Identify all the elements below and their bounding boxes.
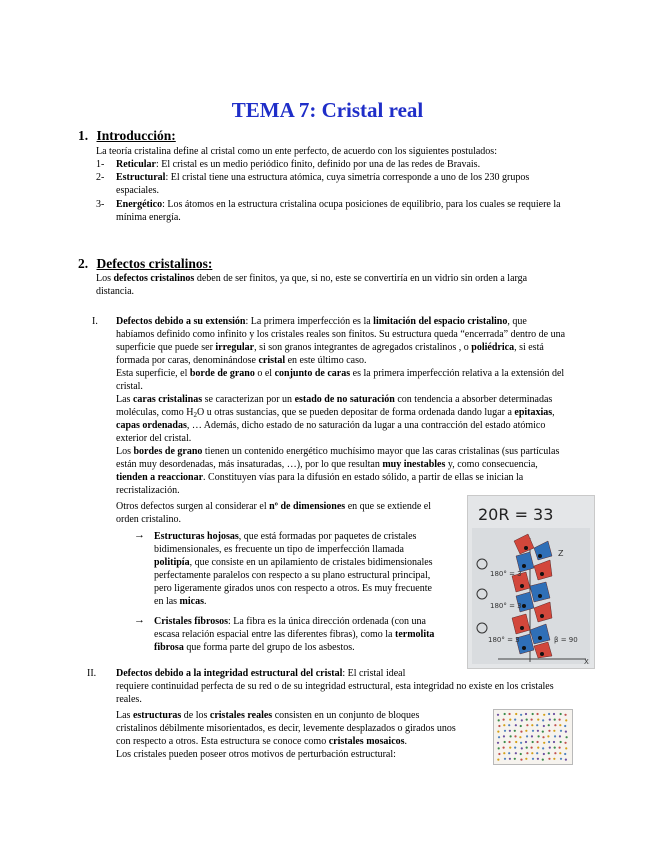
text-line: cristalinos débilmente misorientados, es decir, levemente desplazados o girados unos	[116, 723, 456, 734]
mosaic-dot	[537, 730, 539, 732]
subsection-II-number: II.	[87, 668, 97, 679]
postulate-1: Reticular: El cristal es un medio periódico finito, definido por una de las redes de Bravais.	[116, 159, 481, 170]
mosaic-dot	[564, 742, 566, 744]
mosaic-dot	[504, 730, 506, 732]
mosaic-dot	[497, 742, 499, 744]
mosaic-dot	[526, 724, 528, 726]
mosaic-dot	[514, 758, 516, 760]
mosaic-dot	[566, 736, 568, 738]
mosaic-dot	[548, 713, 550, 715]
text-line: capas ordenadas, … Además, dicho estado de no saturación da lugar a una contracción del estado atómico	[116, 420, 546, 431]
mosaic-dot	[519, 736, 521, 738]
mosaic-dot	[532, 758, 534, 760]
mosaic-dot	[560, 713, 562, 715]
mosaic-dot	[543, 753, 545, 755]
mosaic-dot	[549, 719, 551, 721]
mosaic-dot	[503, 724, 505, 726]
text-line: perfectamente paralelos con respecto a su plano estructural principal,	[154, 570, 431, 581]
mosaic-dot	[531, 752, 533, 754]
text-line: fibrosa que forma parte del grupo de los asbestos.	[154, 642, 355, 653]
text-line: reales.	[116, 694, 142, 705]
text-line: Los bordes de grano tienen un contenido energético muchísimo mayor que las caras cristalinas (sus partículas	[116, 446, 560, 457]
mosaic-dot	[548, 758, 550, 760]
mosaic-dot	[525, 741, 527, 743]
mosaic-dot	[497, 731, 499, 733]
mosaic-dot	[564, 753, 566, 755]
mosaic-dot	[509, 730, 511, 732]
page-title: TEMA 7: Cristal real	[231, 98, 424, 122]
mosaic-dot	[531, 719, 533, 721]
mosaic-dot	[526, 747, 528, 749]
text-line: formada por caras, denominándose cristal en este último caso.	[116, 355, 367, 366]
mosaic-dot	[504, 758, 506, 760]
mosaic-dot	[531, 735, 533, 737]
mosaic-dot	[532, 741, 534, 743]
mosaic-dot	[514, 747, 516, 749]
text-line: orden cristalino.	[116, 514, 181, 525]
mosaic-dot	[536, 752, 538, 754]
mosaic-dot	[520, 753, 522, 755]
figure-label: 20R = 33	[478, 505, 554, 524]
mosaic-dot	[526, 719, 528, 721]
text-line: Otros defectos surgen al considerar el nº de dimensiones en que se extiende el	[116, 501, 431, 512]
figure-angle-2: 180° = 3	[490, 602, 522, 610]
postulate-2-cont: espaciales.	[116, 185, 160, 196]
figure-angle-3: 180° = 3	[488, 636, 520, 644]
text-line: exterior del cristal.	[116, 433, 192, 444]
mosaic-dots-illustration	[494, 710, 572, 764]
mosaic-dot	[514, 735, 516, 737]
postulate-3: Energético: Los átomos en la estructura cristalina ocupa posiciones de equilibrio, para los cuales se requiere la	[116, 199, 561, 210]
mosaic-dot	[543, 725, 545, 727]
mosaic-dot	[548, 730, 550, 732]
text-line: bidimensionales, es frecuente un tipo de imperfección llamada	[154, 544, 404, 555]
section-2-intro: Los defectos cristalinos deben de ser finitos, ya que, si no, este se convertiría en un vidrio sin orden a larga	[96, 273, 528, 284]
mosaic-dot	[508, 741, 510, 743]
mosaic-dot	[498, 725, 500, 727]
mosaic-dot	[521, 719, 523, 721]
text-line: en las micas.	[154, 596, 207, 607]
mosaic-dot	[508, 724, 510, 726]
section-2-intro-cont: distancia.	[96, 286, 135, 297]
postulate-3-num: 3-	[96, 199, 105, 210]
section-1-heading	[78, 128, 176, 144]
mosaic-dot	[554, 735, 556, 737]
text-line: recristalización.	[116, 485, 180, 496]
section-1-intro: La teoría cristalina define al cristal como un ente perfecto, de acuerdo con los siguientes postulados:	[96, 146, 497, 157]
arrow-icon: →	[134, 529, 145, 541]
mosaic-dot	[520, 759, 522, 761]
figure-axis-z: Z	[558, 549, 564, 558]
mosaic-dot	[548, 752, 550, 754]
section-1-title: Introducción:	[96, 128, 176, 143]
mosaic-dot	[564, 714, 566, 716]
mosaic-dot	[553, 730, 555, 732]
mosaic-dot	[498, 747, 500, 749]
mosaic-dot	[548, 724, 550, 726]
mosaic-dot	[503, 735, 505, 737]
mosaic-dot	[504, 713, 506, 715]
mosaic-dot	[520, 714, 522, 716]
mosaic-dot	[515, 724, 517, 726]
mosaic-dot	[565, 719, 567, 721]
mosaic-dot	[543, 714, 545, 716]
mosaic-dot	[498, 719, 500, 721]
polytype-stacking-illustration	[468, 496, 594, 668]
mosaic-dot	[520, 731, 522, 733]
subsection-II-line: Defectos debido a la integridad estructural del cristal: El cristal ideal	[116, 668, 406, 679]
mosaic-dot	[560, 730, 562, 732]
subsection-I-line: Defectos debido a su extensión: La primera imperfección es la limitación del espacio cristalino, que	[116, 316, 527, 327]
text-line: requiere continuidad perfecta de su red o de su integridad estructural, esta integridad no existe en los cristales	[116, 681, 554, 692]
mosaic-dot	[531, 724, 533, 726]
section-2-title: Defectos cristalinos:	[96, 256, 213, 271]
text-line: politipía, que consiste en un apilamiento de cristales bidimensionales	[154, 557, 433, 568]
mosaic-dot	[538, 735, 540, 737]
mosaic-dot	[509, 747, 511, 749]
bullet-hojosas: Estructuras hojosas, que está formadas por paquetes de cristales	[154, 531, 417, 542]
text-line: escasa relación espacial entre las diferentes fibras), como la termolita	[154, 629, 435, 640]
mosaic-dot	[565, 731, 567, 733]
mosaic-dot	[520, 742, 522, 744]
mosaic-dot	[532, 730, 534, 732]
mosaic-dot	[503, 747, 505, 749]
bullet-fibrosos: Cristales fibrosos: La fibra es la única dirección ordenada (con una	[154, 616, 426, 627]
mosaic-dot	[553, 741, 555, 743]
mosaic-dot	[525, 730, 527, 732]
mosaic-dot	[564, 725, 566, 727]
mosaic-dot	[542, 731, 544, 733]
text-line: Los cristales pueden poseer otros motivos de perturbación estructural:	[116, 749, 396, 760]
polytype-stacking-figure	[467, 495, 595, 669]
mosaic-dot	[543, 742, 545, 744]
mosaic-dot	[532, 713, 534, 715]
mosaic-dot	[560, 758, 562, 760]
text-line: superficie que puede ser irregular, si son granos integrantes de agregados cristalinos , o poliédrica, si está	[116, 342, 544, 353]
mosaic-dot	[537, 747, 539, 749]
mosaic-dot	[515, 713, 517, 715]
text-line: Esta superficie, el borde de grano o el conjunto de caras es la primera imperfección relativa a la extensión del	[116, 368, 565, 379]
mosaic-dot	[515, 752, 517, 754]
mosaic-dot	[503, 719, 505, 721]
mosaic-dot	[554, 719, 556, 721]
mosaic-dot	[553, 713, 555, 715]
mosaic-dot	[497, 714, 499, 716]
text-line: cristal.	[116, 381, 143, 392]
mosaic-dot	[542, 719, 544, 721]
mosaic-dot	[520, 725, 522, 727]
mosaic-dot	[498, 753, 500, 755]
text-line: tienden a reaccionar. Constituyen vías para la difusión en estado sólido, a partir de ellas se inician la	[116, 472, 524, 483]
mosaic-dot	[525, 713, 527, 715]
section-2-heading	[78, 256, 212, 272]
mosaic-dot	[554, 747, 556, 749]
mosaic-dot	[498, 736, 500, 738]
text-line: pero ligeramente girados unos con respecto a otros. Es muy frecuente	[154, 583, 432, 594]
text-line: están muy desordenadas, más insaturadas, …), por lo que resultan muy inestables y, como consecuencia,	[116, 459, 538, 470]
mosaic-dot	[548, 741, 550, 743]
mosaic-dot	[565, 747, 567, 749]
mosaic-dot	[554, 724, 556, 726]
section-1-number: 1.	[78, 128, 89, 143]
figure-axis-x: X	[584, 658, 589, 666]
mosaic-dot	[503, 752, 505, 754]
section-2-number: 2.	[78, 256, 89, 271]
mosaic-dot	[542, 747, 544, 749]
mosaic-crystal-figure	[493, 709, 573, 765]
mosaic-dot	[504, 741, 506, 743]
mosaic-dot	[542, 759, 544, 761]
mosaic-dot	[514, 719, 516, 721]
text-line: con respecto a otros. Esta estructura se conoce como cristales mosaicos.	[116, 736, 408, 747]
mosaic-dot	[559, 752, 561, 754]
mosaic-dot	[526, 735, 528, 737]
mosaic-dot	[549, 747, 551, 749]
postulate-2: Estructural: El cristal tiene una estructura atómica, cuya simetría corresponde a uno de los 230 grupos	[116, 172, 530, 183]
mosaic-dot	[536, 713, 538, 715]
figure-angle-1: 180° = 3	[490, 570, 522, 578]
mosaic-dot	[514, 730, 516, 732]
mosaic-dot	[565, 759, 567, 761]
subsection-I-number: I.	[92, 316, 98, 327]
mosaic-dot	[509, 758, 511, 760]
text-line: habíamos definido como infinito y los cristales reales son finitos. Su estructura queda “encerrada” dentro de una	[116, 329, 566, 340]
text-line: Las caras cristalinas se caracterizan por un estado de no saturación con tendencia a absorber determinadas	[116, 394, 553, 405]
text-line: Las estructuras de los cristales reales consisten en un conjunto de bloques	[116, 710, 420, 721]
mosaic-dot	[536, 741, 538, 743]
postulate-2-num: 2-	[96, 172, 105, 183]
mosaic-dot	[560, 741, 562, 743]
mosaic-dot	[559, 719, 561, 721]
mosaic-dot	[559, 735, 561, 737]
mosaic-dot	[559, 724, 561, 726]
mosaic-dot	[542, 736, 544, 738]
mosaic-dot	[526, 752, 528, 754]
mosaic-dot	[510, 735, 512, 737]
mosaic-dot	[553, 758, 555, 760]
postulate-1-num: 1-	[96, 159, 105, 170]
mosaic-dot	[508, 752, 510, 754]
mosaic-dot	[509, 719, 511, 721]
mosaic-dot	[536, 724, 538, 726]
mosaic-dot	[497, 759, 499, 761]
text-line: moléculas, como $H_2O$ u otras sustancias, que se pueden depositar de forma ordenada dando lugar a epitaxias,	[116, 407, 555, 419]
mosaic-dot	[559, 747, 561, 749]
mosaic-dot	[515, 741, 517, 743]
mosaic-dot	[547, 735, 549, 737]
mosaic-dot	[521, 747, 523, 749]
mosaic-dot	[508, 713, 510, 715]
mosaic-dot	[537, 719, 539, 721]
postulate-3-cont: mínima energía.	[116, 212, 181, 223]
figure-beta: β = 90	[554, 636, 578, 644]
mosaic-dot	[531, 747, 533, 749]
mosaic-dot	[525, 758, 527, 760]
mosaic-dot	[554, 752, 556, 754]
arrow-icon: →	[134, 614, 145, 626]
mosaic-dot	[537, 758, 539, 760]
